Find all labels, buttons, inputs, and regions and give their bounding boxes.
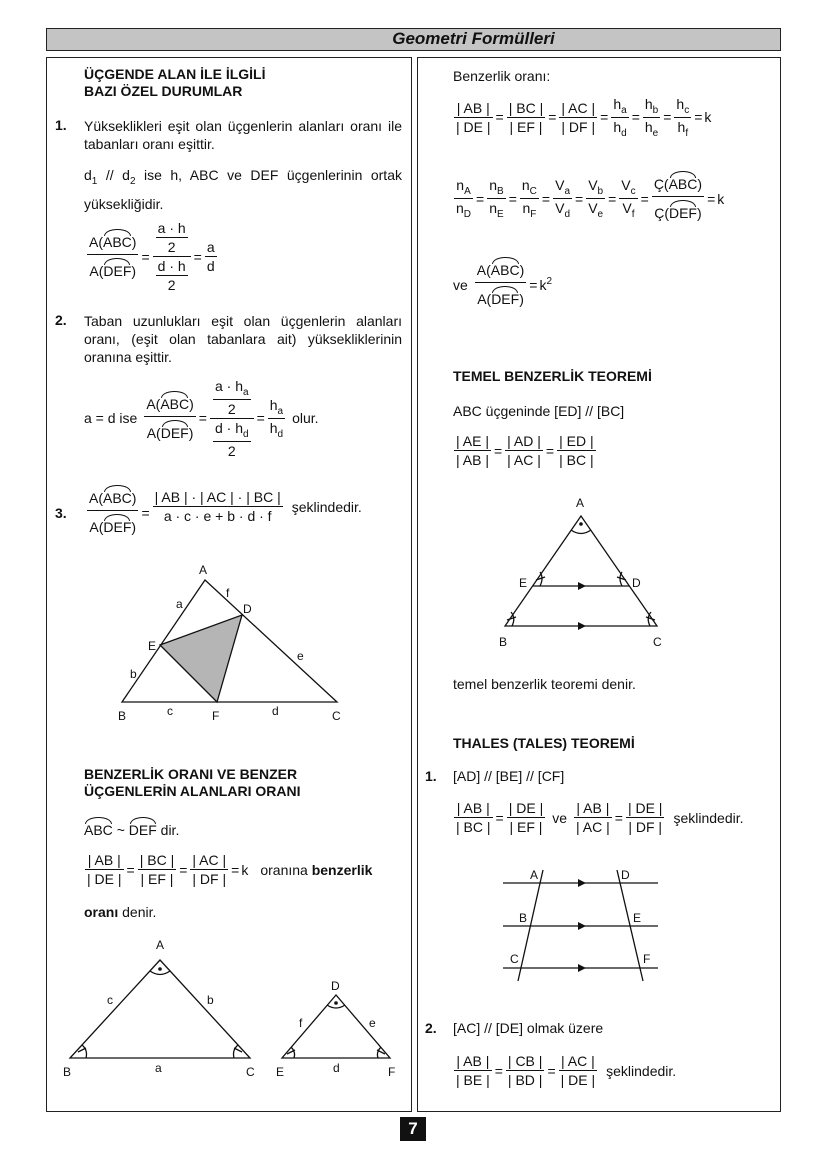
text: a = d ise	[84, 410, 138, 427]
text: n	[456, 200, 464, 216]
text: şeklindedir.	[673, 809, 744, 826]
fraction	[520, 177, 539, 220]
text: E	[148, 639, 157, 653]
text: 2	[227, 442, 236, 459]
fraction	[586, 177, 605, 220]
text: =	[631, 109, 640, 126]
text: A	[530, 868, 539, 882]
text: | DE |	[87, 871, 122, 887]
fraction	[506, 1053, 545, 1088]
text: V	[621, 177, 631, 194]
similarity-ratio-end	[84, 904, 156, 920]
area-ratio-k-squared	[453, 262, 552, 307]
text: )	[519, 262, 525, 278]
text: | AD |	[507, 433, 541, 449]
text: | DE |	[456, 118, 491, 135]
text: V	[555, 177, 565, 194]
text: D	[463, 208, 472, 220]
formula-part	[652, 197, 704, 221]
text: B	[118, 709, 127, 723]
text: 2	[227, 400, 236, 417]
formula-part	[643, 118, 660, 139]
text: ABC	[668, 176, 698, 192]
text: b	[652, 104, 659, 116]
text: B	[519, 911, 528, 925]
text: DEF	[103, 519, 132, 535]
formula-part	[553, 177, 572, 199]
text: | AB |	[456, 452, 489, 468]
text: DEF	[128, 822, 157, 838]
text: d	[564, 208, 570, 220]
text: 2	[167, 277, 176, 293]
text: d · h	[214, 419, 243, 436]
item2-text: Taban uzunlukları eşit olan üçgenlerin alanları oranı, (eşit olan tabanlara ait) yüksekliklerinin oranına eşittir.	[84, 313, 402, 365]
formula-part	[674, 118, 691, 139]
text: =	[547, 1062, 556, 1079]
text: =	[548, 109, 557, 126]
text: E	[519, 576, 528, 590]
text: f	[299, 1016, 303, 1030]
formula-part	[553, 199, 572, 220]
text: V	[622, 200, 632, 216]
text: ~	[116, 822, 125, 838]
text: a	[243, 386, 249, 398]
fraction	[574, 800, 612, 835]
formula-part	[619, 177, 637, 199]
ratio-formula-medians-bisectors	[453, 176, 724, 221]
title-line: ÜÇGENLERİN ALANLARI ORANI	[84, 783, 301, 799]
fraction	[652, 176, 704, 221]
formula-part	[643, 96, 660, 118]
figure-similar-triangles	[70, 960, 390, 1058]
text: V	[588, 200, 598, 216]
text: | AB | · | AC | · | BC |	[154, 489, 281, 505]
text: 2	[167, 239, 176, 255]
fraction	[138, 852, 177, 887]
fraction	[507, 100, 546, 135]
formula-part	[487, 177, 505, 199]
text: h	[644, 96, 653, 112]
basic-theorem-end: temel benzerlik teoremi denir.	[453, 676, 636, 692]
text: F	[643, 952, 651, 966]
formula-part	[652, 176, 704, 197]
text: =	[529, 276, 538, 293]
text: | DF |	[628, 819, 663, 835]
formula-part	[454, 199, 473, 220]
header-title: Geometri Formülleri	[392, 29, 555, 48]
text: | EF |	[509, 819, 543, 835]
text: f	[226, 586, 230, 600]
text: A(	[89, 263, 104, 279]
text: A(	[477, 291, 492, 307]
text: n	[456, 177, 465, 194]
formula-part	[520, 199, 539, 220]
text: ise h, ABC ve DEF üçgenlerinin ortak yüksekliğidir.	[84, 167, 402, 212]
fraction	[454, 1053, 492, 1088]
text: d	[277, 428, 284, 440]
text: =	[198, 410, 207, 427]
text: a	[277, 405, 284, 417]
item-number: 1.	[55, 117, 67, 133]
formula-part	[475, 262, 526, 283]
text: oranına	[260, 861, 308, 878]
text: olur.	[292, 410, 319, 427]
item1-text: Yükseklikleri eşit olan üçgenlerin alanları oranı ile tabanları oranı eşittir.	[84, 118, 402, 152]
text: h	[613, 118, 622, 135]
text: F	[388, 1065, 396, 1079]
text: ABC	[490, 262, 520, 278]
similarity-ratio-formula	[84, 852, 372, 887]
text: =	[193, 248, 202, 265]
text: =	[608, 190, 617, 207]
text: )	[131, 519, 137, 535]
text: a · c · e + b · d · f	[163, 508, 272, 524]
figure-basic-similarity	[505, 516, 657, 626]
text: k	[539, 276, 547, 293]
fraction	[619, 177, 637, 220]
text: h	[644, 118, 653, 135]
text: k	[241, 861, 249, 878]
text: k	[704, 109, 712, 126]
fraction	[454, 177, 473, 220]
formula-part	[611, 118, 628, 139]
text: b	[207, 993, 214, 1007]
text: | DE |	[627, 800, 663, 816]
text: =	[614, 809, 623, 826]
text: C	[510, 952, 519, 966]
formula-part	[611, 96, 628, 118]
text: C	[529, 186, 537, 197]
text: =	[141, 248, 150, 265]
text: d	[272, 704, 279, 718]
text: =	[640, 190, 649, 207]
text: b	[130, 667, 137, 681]
text: h	[613, 96, 622, 112]
text: h	[676, 96, 685, 112]
text: V	[555, 200, 565, 216]
fraction	[559, 1053, 598, 1088]
text: | BC |	[559, 452, 594, 468]
basic-theorem-formula	[453, 433, 597, 468]
text: A	[576, 496, 585, 510]
item-number: 2.	[425, 1020, 437, 1036]
fraction	[475, 262, 526, 307]
text: d	[621, 127, 627, 139]
text: A	[199, 563, 208, 577]
fraction	[507, 800, 546, 835]
text: =	[600, 109, 609, 126]
text: A(	[146, 424, 161, 441]
formula-part	[586, 177, 605, 199]
text: =	[495, 109, 504, 126]
text: =	[707, 190, 716, 207]
text: a · h	[157, 220, 186, 236]
text: c	[630, 186, 636, 197]
text: b	[597, 186, 604, 197]
text: a	[176, 597, 183, 611]
text: e	[597, 208, 604, 220]
text: a	[621, 104, 627, 116]
text: f	[631, 208, 635, 220]
text: =	[541, 190, 551, 207]
thales-formula-2	[453, 1053, 676, 1088]
text: n	[521, 177, 530, 194]
text: =	[476, 190, 485, 207]
text: F	[212, 709, 220, 723]
text: ABC	[160, 395, 190, 412]
formula-part	[586, 199, 605, 220]
text: C	[653, 635, 662, 649]
text: d	[243, 428, 249, 440]
text: A(	[89, 490, 103, 506]
formula-part	[487, 199, 505, 220]
text: | DF |	[192, 871, 227, 887]
text: | BE |	[456, 1072, 490, 1088]
text: Ç(	[653, 176, 669, 192]
text: | BC |	[508, 99, 544, 116]
text: // d	[97, 167, 130, 183]
text: DEF	[668, 205, 697, 221]
text: )	[131, 490, 137, 506]
text: ve	[453, 276, 468, 293]
text: ABC	[103, 490, 132, 506]
text: | CB |	[507, 1053, 543, 1069]
text: =	[545, 442, 555, 459]
formula-part	[475, 283, 526, 307]
text: A	[156, 938, 165, 952]
text: n	[489, 177, 498, 194]
text: =	[494, 1062, 503, 1079]
text: | EF |	[140, 871, 174, 887]
text: =	[575, 190, 584, 207]
text: ABC	[84, 822, 113, 838]
text: | AE |	[456, 433, 489, 449]
fraction	[557, 433, 596, 468]
ratio-formula-sides-heights	[453, 96, 711, 139]
text: denir.	[122, 904, 157, 920]
similarity-ratio-heading: Benzerlik oranı:	[453, 68, 551, 84]
text: | AB |	[454, 800, 493, 818]
text: a · h	[214, 378, 243, 394]
text: =	[495, 809, 504, 826]
text: DEF	[103, 263, 132, 279]
text: | AC |	[561, 99, 596, 116]
fraction	[454, 100, 493, 135]
text: DEF	[491, 291, 520, 307]
text: B	[63, 1065, 72, 1079]
basic-theorem-condition: ABC üçgeninde [ED] // [BC]	[453, 403, 625, 419]
thales-formula-1	[453, 800, 744, 835]
text: | EF |	[509, 118, 543, 135]
fraction	[487, 177, 505, 220]
text: | DE |	[508, 800, 544, 816]
text: | AC |	[507, 452, 541, 468]
text: | BC |	[456, 819, 491, 835]
fraction	[85, 852, 124, 887]
text: d	[333, 1061, 340, 1075]
text: =	[126, 861, 135, 878]
text: n	[522, 200, 531, 216]
text: e	[369, 1016, 376, 1030]
formula-part	[454, 177, 473, 199]
text: dir.	[160, 822, 180, 838]
text: | AC |	[192, 852, 227, 868]
text: V	[588, 177, 598, 194]
text: B	[499, 635, 508, 649]
text: )	[696, 205, 702, 221]
text: D	[632, 576, 641, 590]
text: ve	[552, 809, 568, 826]
text: )	[519, 291, 524, 307]
text: )	[189, 395, 194, 412]
thales-condition-2: [AC] // [DE] olmak üzere	[453, 1020, 604, 1036]
item-number: 3.	[55, 505, 67, 521]
fraction	[505, 433, 543, 468]
text: benzerlik	[311, 861, 373, 878]
formula-part	[619, 199, 637, 220]
fraction	[454, 800, 493, 835]
text: ABC	[103, 234, 132, 250]
text: | AC |	[576, 819, 610, 835]
text: | BD |	[507, 1072, 543, 1088]
text: =	[231, 861, 240, 878]
text: D	[621, 868, 630, 882]
fraction	[611, 96, 628, 139]
text: A	[464, 186, 471, 197]
text: =	[493, 442, 503, 459]
text: oranı	[84, 904, 119, 920]
text: şeklindedir.	[606, 1062, 677, 1079]
section-title-thales: THALES (TALES) TEOREMİ	[453, 735, 635, 751]
text: | DF |	[561, 118, 596, 135]
section-title-similarity	[84, 766, 300, 800]
text: D	[243, 602, 252, 616]
text: h	[269, 397, 278, 413]
text: d	[206, 258, 215, 274]
page-number: 7	[400, 1117, 426, 1141]
text: k	[717, 190, 725, 207]
text: a	[564, 186, 570, 197]
title-line: BAZI ÖZEL DURUMLAR	[84, 83, 243, 99]
fraction	[454, 433, 491, 468]
text: =	[508, 190, 517, 207]
title-line: BENZERLİK ORANI VE BENZER	[84, 766, 298, 782]
text: B	[497, 186, 504, 197]
text: e	[652, 127, 659, 139]
text: F	[530, 208, 537, 220]
text: E	[497, 208, 504, 220]
text: h	[269, 419, 278, 436]
fraction	[190, 852, 228, 887]
text: A(	[89, 519, 104, 535]
text: n	[489, 200, 498, 216]
text: )	[131, 234, 137, 250]
text: =	[141, 504, 150, 521]
text: c	[167, 704, 173, 718]
section-title-basic-theorem: TEMEL BENZERLİK TEOREMİ	[453, 368, 652, 384]
text: | AB |	[85, 852, 124, 870]
text: | ED |	[559, 433, 594, 449]
fraction	[559, 100, 597, 135]
text: | AB |	[454, 1053, 492, 1071]
text: =	[694, 109, 703, 126]
text: Ç(	[654, 205, 669, 221]
fraction	[553, 177, 572, 220]
fraction	[643, 96, 660, 139]
text: d · h	[157, 258, 186, 274]
text: )	[131, 263, 137, 279]
text: e	[297, 649, 304, 663]
text: C	[332, 709, 341, 723]
text: )	[697, 176, 703, 192]
text: DEF	[160, 424, 189, 441]
text: | DE |	[560, 1072, 596, 1088]
text: A(	[89, 234, 103, 250]
text: | AB |	[454, 100, 493, 118]
title-line: ÜÇGENDE ALAN İLE İLGİLİ	[84, 66, 266, 82]
text: 1	[91, 175, 98, 187]
fraction	[674, 96, 691, 139]
text: şeklindedir.	[291, 498, 362, 515]
formula-part	[674, 96, 691, 118]
text: 2	[129, 175, 136, 187]
text: E	[633, 911, 642, 925]
text: c	[107, 993, 113, 1007]
text: | AC |	[559, 1053, 598, 1071]
text: D	[331, 979, 340, 993]
text: | AB |	[574, 800, 612, 818]
item-number: 2.	[55, 312, 67, 328]
thales-condition-1: [AD] // [BE] // [CF]	[453, 768, 565, 784]
formula-part	[520, 177, 539, 199]
text: f	[685, 127, 689, 139]
item-number: 1.	[425, 768, 437, 784]
text: )	[188, 424, 194, 441]
text: c	[684, 104, 690, 116]
text: E	[276, 1065, 285, 1079]
text: A(	[146, 395, 161, 412]
text: | BC |	[139, 852, 175, 868]
text: h	[677, 118, 686, 135]
text: =	[179, 861, 188, 878]
text: a	[206, 239, 215, 255]
similarity-statement	[84, 822, 179, 838]
text: =	[663, 109, 672, 126]
text: 2	[546, 276, 553, 287]
fraction	[626, 800, 665, 835]
text: a	[155, 1061, 162, 1075]
text: C	[246, 1065, 255, 1079]
text: d	[84, 167, 92, 183]
text: A(	[476, 262, 491, 278]
text: =	[256, 410, 265, 427]
